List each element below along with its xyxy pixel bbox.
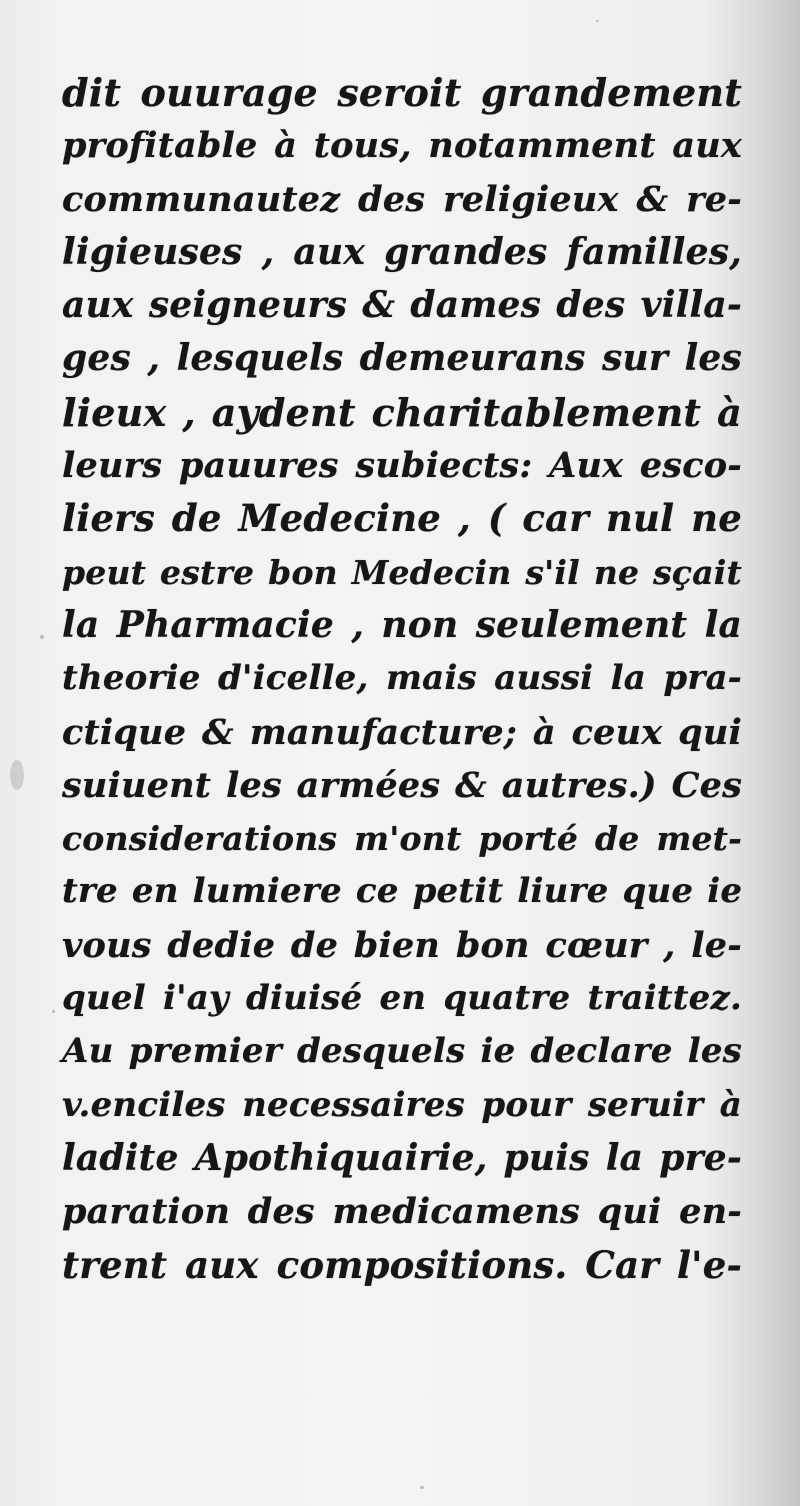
text-line: quel i'ay diuisé en quatre traittez. (62, 978, 742, 1019)
text-line: leurs pauures subiects: Aux esco- (62, 445, 742, 487)
text-line: v.enciles necessaires pour seruir à (62, 1084, 742, 1125)
text-line: communautez des religieux & re- (62, 178, 742, 220)
ink-speck (40, 635, 44, 639)
text-line: ctique & manufacture; à ceux qui (62, 711, 742, 753)
text-line: dit ouurage seroit grandement (62, 70, 742, 115)
ink-speck (420, 1486, 424, 1489)
ink-speck (596, 20, 599, 22)
text-line: suiuent les armées & autres.) Ces (62, 764, 742, 806)
text-line: ladite Apothiquairie, puis la pre- (62, 1136, 742, 1179)
text-line: Au premier desquels ie declare les (62, 1031, 742, 1072)
text-line: paration des medicamens qui en- (62, 1191, 742, 1233)
body-text (62, 66, 742, 1292)
ink-speck (10, 760, 24, 790)
text-line: vous dedie de bien bon cœur , le- (62, 924, 742, 966)
text-line: ges , lesquels demeurans sur les (62, 337, 742, 380)
text-line: la Pharmacie , non seulement la (62, 603, 742, 646)
text-line: liers de Medecine , ( car nul ne (62, 496, 742, 541)
text-line: aux seigneurs & dames des villa- (62, 284, 742, 327)
text-line: lieux , aydent charitablement à (62, 389, 742, 435)
ink-speck (52, 1010, 55, 1013)
text-line: tre en lumiere ce petit liure que ie (62, 871, 743, 912)
text-line: theorie d'icelle, mais aussi la pra- (62, 658, 742, 699)
text-line: trent aux compositions. Car l'e- (62, 1242, 742, 1287)
text-line: profitable à tous, notamment aux (62, 125, 742, 167)
text-line: considerations m'ont porté de met- (62, 819, 742, 859)
text-line: peut estre bon Medecin s'il ne sçait (62, 552, 742, 592)
text-line: ligieuses , aux grandes familles, (62, 230, 742, 273)
